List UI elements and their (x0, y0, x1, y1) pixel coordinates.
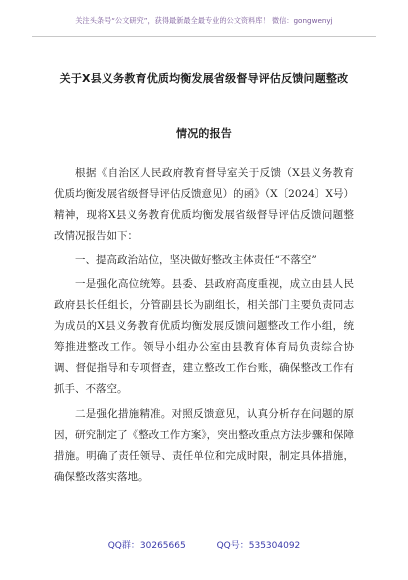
header-divider (32, 36, 376, 37)
footer-contact (0, 538, 408, 551)
footer-qq-group: QQ群：30265665 (107, 541, 186, 551)
footer-qq-number: QQ号：535304092 (216, 541, 301, 551)
document-title-line2: 情况的报告 (176, 127, 232, 140)
document-body (54, 163, 354, 488)
section-heading: 一、提高政治站位，坚决做好整改主体责任“不落空” (75, 254, 317, 266)
paragraph-1: 一是强化高位统筹。县委、县政府高度重视，成立由县人民政府县长任组长，分管副县长为副组长，相关部门主要负责同志为成员的X县义务教育优质均衡发展反馈问题整改工作小组，统筹推进整改工作。领导小组办公室由县教育体育局负责综合协调、督促指导和专项督查，建立整改工作台账，确保整改工作有抓手、不落空。 (54, 278, 354, 395)
document-title-line1: 关于X县义务教育优质均衡发展省级督导评估反馈问题整改 (59, 72, 349, 85)
paragraph-2: 二是强化措施精准。对照反馈意见，认真分析存在问题的原因，研究制定了《整改工作方案》，突出整改重点方法步骤和保障措施。明确了责任领导、责任单位和完成时限，制定具体措施，确保整改落实落地。 (54, 408, 354, 483)
header-notice: 关注头条号“公文研究”，获得最新最全最专业的公文资料库！ 微信：gongwenyj (75, 16, 333, 25)
intro-paragraph: 根据《自治区人民政府教育督导室关于反馈（X县义务教育优质均衡发展省级督导评估反馈意见）的函》（X〔2024〕X号）精神，现将X县义务教育优质均衡发展省级督导评估反馈问题整改情况报告如下： (54, 167, 354, 242)
